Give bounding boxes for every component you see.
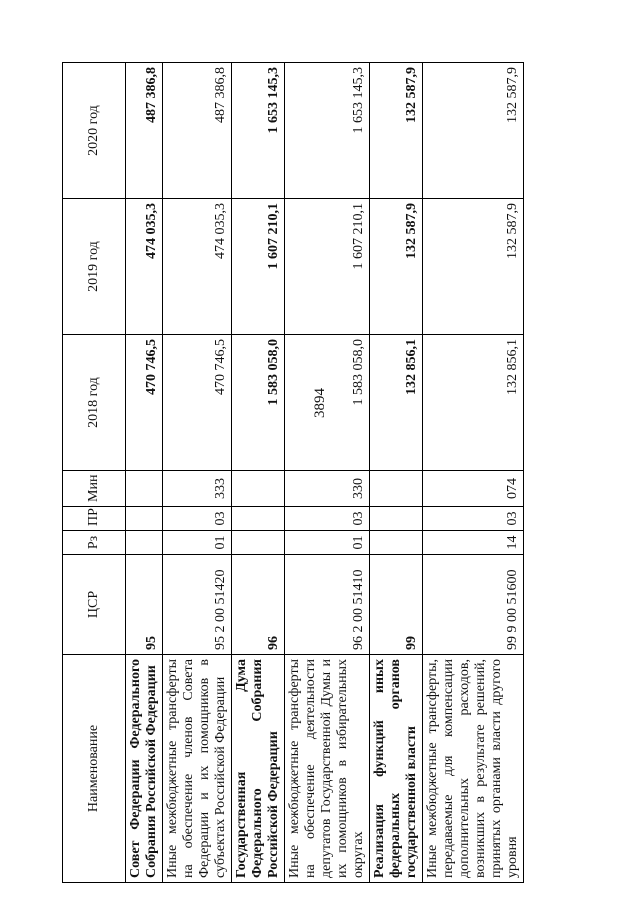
row-2020: 487 386,8 [126, 63, 163, 199]
row-csr: 99 9 00 51600 [423, 555, 524, 655]
row-pr: 03 [285, 507, 370, 531]
row-rz [126, 531, 163, 555]
row-pr [370, 507, 423, 531]
table-row [285, 63, 370, 883]
budget-table-container [62, 63, 592, 883]
header-min: Мин [63, 471, 126, 507]
row-pr: 03 [423, 507, 524, 531]
row-min [232, 471, 285, 507]
header-2019: 2019 год [63, 199, 126, 335]
row-2020: 132 587,9 [370, 63, 423, 199]
row-min [126, 471, 163, 507]
row-name: Иные межбюджетные трансферты на обеспечение членов Совета Федерации и их помощников в субъектах Российской Федерации [163, 655, 232, 883]
row-pr: 03 [163, 507, 232, 531]
row-2019: 1 607 210,1 [232, 199, 285, 335]
row-csr: 99 [370, 555, 423, 655]
row-2020: 487 386,8 [163, 63, 232, 199]
table-row [126, 63, 163, 883]
header-name: Наименование [63, 655, 126, 883]
page-number: 3894 [312, 388, 328, 418]
row-name: Иные межбюджетные трансферты на обеспечение деятельности депутатов Государственной Думы и их помощников в избирательных округах [285, 655, 370, 883]
table-row [370, 63, 423, 883]
row-rz [232, 531, 285, 555]
table-row [232, 63, 285, 883]
row-rz: 01 [285, 531, 370, 555]
row-2019: 132 587,9 [370, 199, 423, 335]
header-pr: ПР [63, 507, 126, 531]
table-body [126, 63, 524, 883]
row-csr: 95 2 00 51420 [163, 555, 232, 655]
row-2020: 1 653 145,3 [232, 63, 285, 199]
row-2020: 1 653 145,3 [285, 63, 370, 199]
row-2018: 132 856,1 [370, 335, 423, 471]
table-row [423, 63, 524, 883]
row-2020: 132 587,9 [423, 63, 524, 199]
header-2018: 2018 год [63, 335, 126, 471]
row-csr: 96 2 00 51410 [285, 555, 370, 655]
header-2020: 2020 год [63, 63, 126, 199]
row-min: 074 [423, 471, 524, 507]
row-pr [126, 507, 163, 531]
row-name: Совет Федерации Федерального Собрания Российской Федерации [126, 655, 163, 883]
row-min: 330 [285, 471, 370, 507]
row-2019: 474 035,3 [163, 199, 232, 335]
header-row [63, 63, 126, 883]
row-min [370, 471, 423, 507]
row-2019: 474 035,3 [126, 199, 163, 335]
row-2018: 470 746,5 [163, 335, 232, 471]
row-2018: 470 746,5 [126, 335, 163, 471]
row-2018: 132 856,1 [423, 335, 524, 471]
row-name: Государственная Дума Федерального Собрания Российской Федерации [232, 655, 285, 883]
row-name: Иные межбюджетные трансферты, передаваемые для компенсации дополнительных расходов, возникших в результате решений, принятых органами власти другого уровня [423, 655, 524, 883]
row-2019: 132 587,9 [423, 199, 524, 335]
row-pr [232, 507, 285, 531]
header-rz: Рз [63, 531, 126, 555]
row-2018: 1 583 058,0 [232, 335, 285, 471]
row-2018: 1 583 058,0 [285, 335, 370, 471]
row-csr: 95 [126, 555, 163, 655]
row-name: Реализация функций иных федеральных органов государственной власти [370, 655, 423, 883]
row-csr: 96 [232, 555, 285, 655]
header-csr: ЦСР [63, 555, 126, 655]
table-row [163, 63, 232, 883]
row-rz: 14 [423, 531, 524, 555]
row-rz [370, 531, 423, 555]
row-2019: 1 607 210,1 [285, 199, 370, 335]
row-rz: 01 [163, 531, 232, 555]
budget-table [62, 62, 524, 883]
row-min: 333 [163, 471, 232, 507]
